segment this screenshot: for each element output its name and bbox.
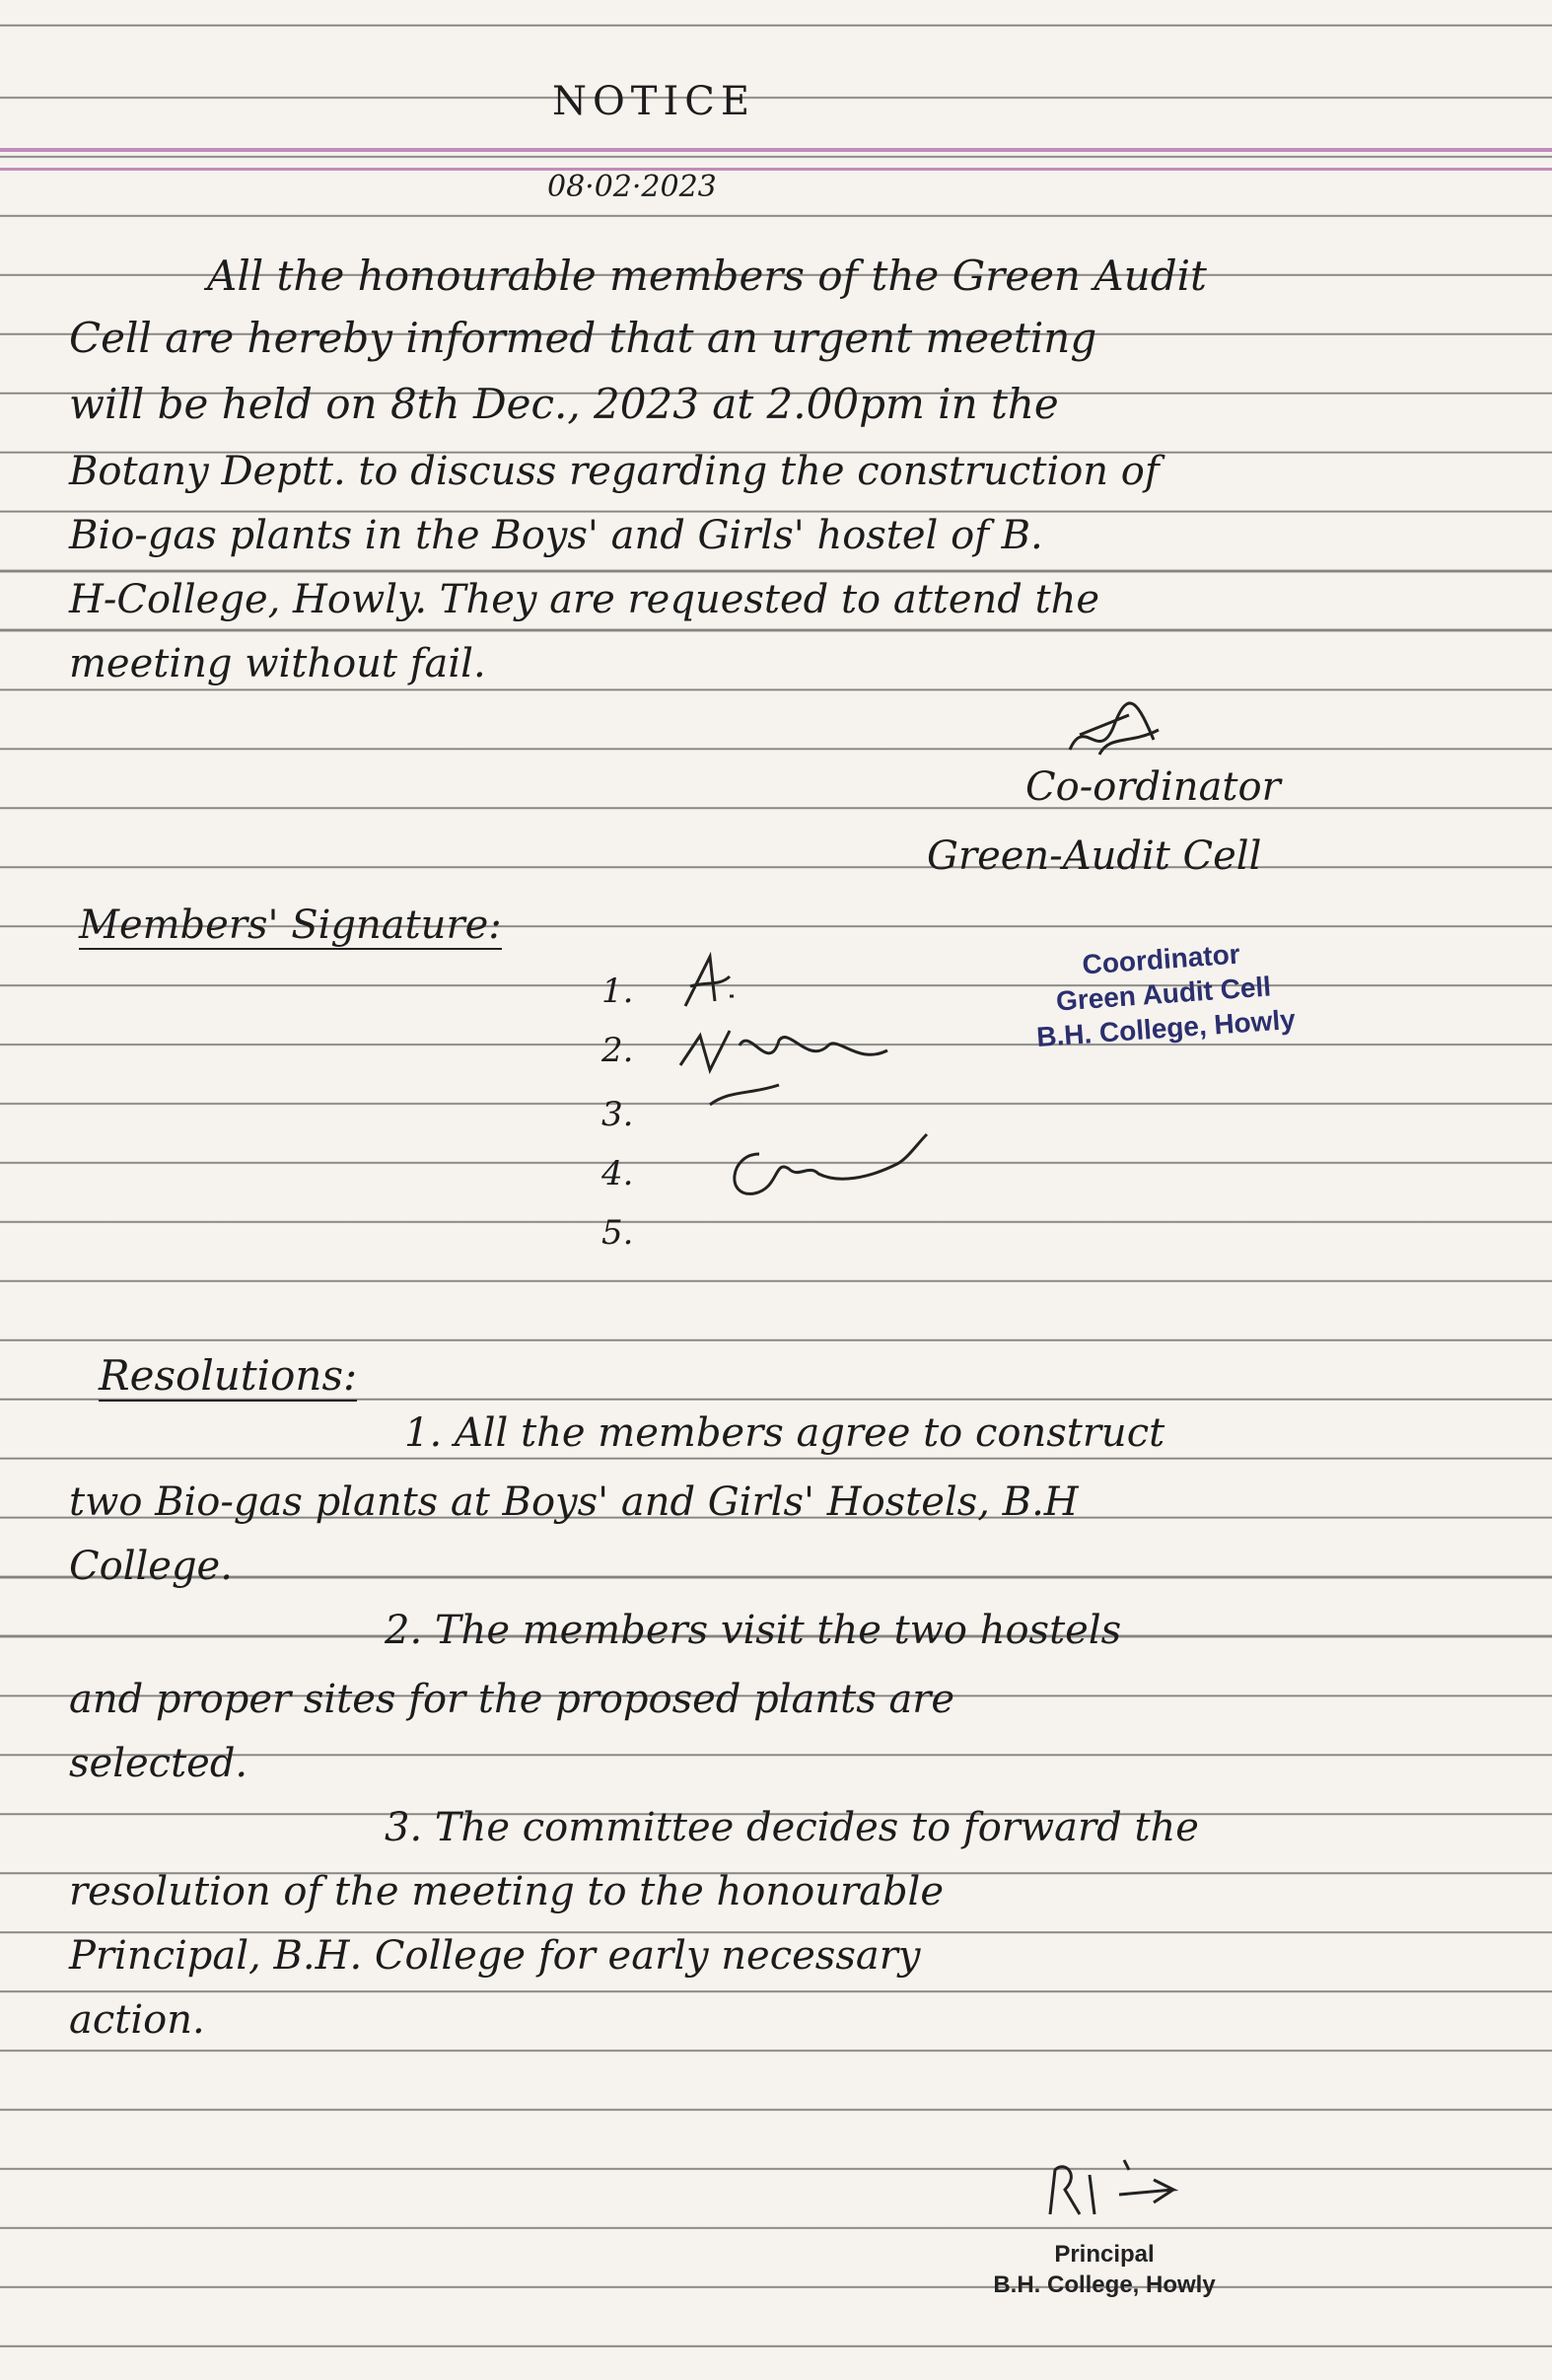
resolution-line-5: and proper sites for the proposed plants are xyxy=(69,1677,955,1722)
member-number-2: 2. xyxy=(601,1031,634,1070)
resolution-line-4: 2. The members visit the two hostels xyxy=(385,1608,1122,1653)
resolution-line-1: 1. All the members agree to construct xyxy=(404,1410,1165,1456)
coordinator-cell: Green-Audit Cell xyxy=(927,833,1262,879)
resolution-line-7: 3. The committee decides to forward the xyxy=(385,1805,1199,1850)
top-margin-line xyxy=(0,148,1552,152)
body-line-3: will be held on 8th Dec., 2023 at 2.00pm in the xyxy=(69,380,1059,428)
principal-stamp xyxy=(971,2239,1237,2300)
body-line-6: H-College, Howly. They are requested to attend the xyxy=(69,577,1100,622)
principal-college: B.H. College, Howly xyxy=(993,2272,1216,2299)
principal-signature xyxy=(1035,2145,1213,2234)
notice-date: 08·02·2023 xyxy=(547,170,717,204)
top-margin-line-2 xyxy=(0,168,1552,171)
member-number-1: 1. xyxy=(601,972,634,1011)
body-line-4: Botany Deptt. to discuss regarding the construction of xyxy=(69,449,1160,494)
members-signature-heading: Members' Signature: xyxy=(79,902,502,948)
member-number-3: 3. xyxy=(601,1095,634,1134)
principal-title: Principal xyxy=(1054,2241,1155,2268)
notice-title: NOTICE xyxy=(552,79,756,124)
body-line-2: Cell are hereby informed that an urgent meeting xyxy=(69,314,1097,362)
resolution-line-9: Principal, B.H. College for early necessary xyxy=(69,1933,921,1979)
coordinator-designation: Co-ordinator xyxy=(1025,764,1281,810)
member-signature-2 xyxy=(670,1016,907,1124)
resolution-line-8: resolution of the meeting to the honourable xyxy=(69,1869,945,1914)
member-number-5: 5. xyxy=(601,1213,634,1253)
resolution-line-3: College. xyxy=(69,1544,233,1589)
member-signature-1 xyxy=(670,947,749,1016)
stamp-line-3: B.H. College, Howly xyxy=(1035,1003,1297,1053)
resolutions-heading: Resolutions: xyxy=(99,1351,358,1400)
coordinator-stamp xyxy=(1013,932,1315,1056)
body-line-5: Bio-gas plants in the Boys' and Girls' hostel of B. xyxy=(69,513,1043,558)
coordinator-signature xyxy=(1060,695,1178,774)
resolution-line-2: two Bio-gas plants at Boys' and Girls' Hostels, B.H xyxy=(69,1479,1079,1525)
resolution-line-6: selected. xyxy=(69,1741,248,1786)
resolution-line-10: action. xyxy=(69,1997,205,2043)
member-number-4: 4. xyxy=(601,1154,634,1193)
member-signature-4 xyxy=(720,1124,937,1213)
body-line-1: All the honourable members of the Green Audit xyxy=(207,252,1207,300)
stamp-line-2: Green Audit Cell xyxy=(1055,971,1272,1017)
body-line-7: meeting without fail. xyxy=(69,641,486,686)
stamp-line-1: Coordinator xyxy=(1081,938,1241,980)
